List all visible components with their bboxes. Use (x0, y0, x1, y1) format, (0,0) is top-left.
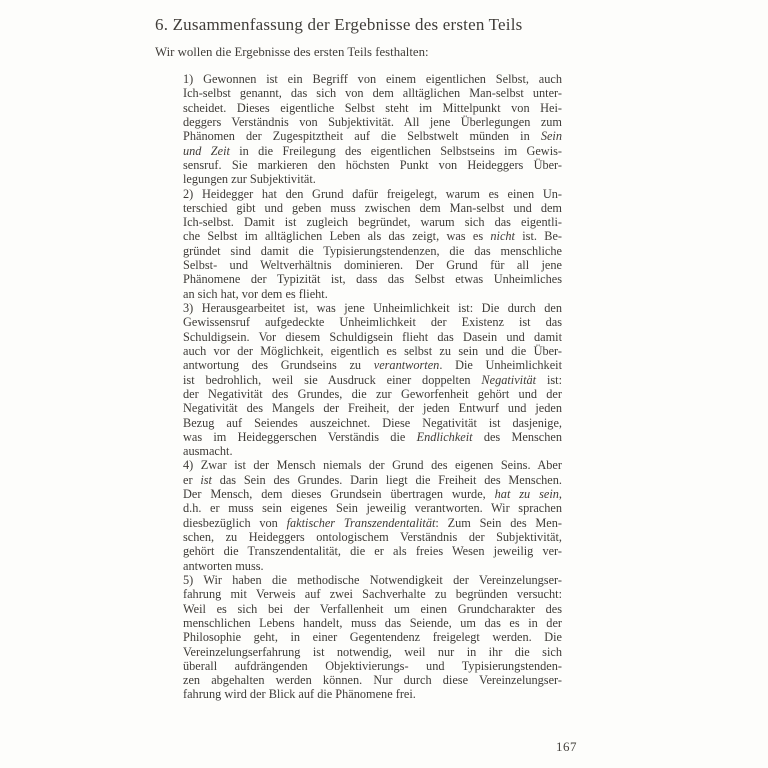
text-line (183, 244, 562, 258)
text-segment: antwortung des Grundseins zu (183, 358, 374, 373)
text-line (183, 344, 562, 358)
text-line (183, 544, 562, 558)
text-line (183, 630, 562, 644)
text-segment: der Negativität des Grundes, die zur Geworfenheit gehört und der (183, 386, 562, 401)
text-segment: Ich-selbst genannt, das sich von dem alltäglichen Man-selbst unter- (183, 86, 562, 101)
italic-text: und Zeit (183, 143, 230, 158)
text-line (183, 659, 562, 673)
page-number: 167 (556, 739, 577, 754)
text-line (183, 501, 562, 515)
text-segment: Phänomen der Zugespitztheit auf die Selbstwelt münden in (183, 129, 541, 144)
text-segment: gehört die Transzendentalität, die er als freies Wesen jeweilig ver- (183, 544, 562, 559)
text-segment: 2) Heidegger hat den Grund dafür freigelegt, warum es einen Un- (183, 186, 562, 201)
text-segment: che Selbst im alltäglichen Leben als das zeigt, was es (183, 229, 491, 244)
text-segment: er (183, 472, 201, 487)
text-segment: sensruf. Sie markieren den höchsten Punkt von Heideggers Über- (183, 157, 562, 172)
text-segment: ist: (536, 372, 562, 387)
text-segment: , (558, 487, 562, 502)
text-line (183, 158, 562, 172)
text-line (183, 645, 562, 659)
text-segment: 4) Zwar ist der Mensch niemals der Grund des eigenen Seins. Aber (183, 458, 562, 473)
text-line (183, 673, 562, 687)
italic-text: hat zu sein (494, 487, 559, 502)
text-line (183, 272, 562, 286)
text-segment: Bezug auf Seiendes auszeichnet. Diese Negativität ist dasjenige, (183, 415, 562, 430)
text-line (183, 373, 562, 387)
text-segment: fahrung wird der Blick auf die Phänomene frei. (183, 687, 416, 702)
text-line (183, 444, 562, 458)
text-line (183, 430, 562, 444)
text-line (183, 287, 562, 301)
text-segment: scheidet. Dieses eigentliche Selbst steht im Mittelpunkt von Hei- (183, 100, 562, 115)
text-segment: Philosophie geht, in einer Gegentendenz freigelegt werden. Die (183, 630, 562, 645)
text-segment: 3) Herausgearbeitet ist, was jene Unheimlichkeit ist: Die durch den (183, 301, 562, 315)
text-line (183, 330, 562, 344)
text-line (183, 129, 562, 143)
paragraph (183, 301, 562, 458)
text-line (183, 616, 562, 630)
text-segment: 1) Gewonnen ist ein Begriff von einem eigentlichen Selbst, auch (183, 72, 562, 86)
italic-text: ist (200, 472, 212, 487)
text-line (183, 258, 562, 272)
text-segment: 5) Wir haben die methodische Notwendigkeit der Vereinzelungser- (183, 572, 562, 587)
text-segment: Vereinzelungserfahrung ist notwendig, weil nur in ihr die sich (183, 644, 562, 659)
italic-text: nicht (490, 229, 515, 244)
text-segment: legungen zur Subjektivität. (183, 172, 316, 187)
text-line (183, 201, 562, 215)
text-segment: Weil es sich bei der Verfallenheit um einen Grundcharakter des (183, 601, 562, 616)
text-line (183, 416, 562, 430)
text-line (183, 473, 562, 487)
text-line (183, 587, 562, 601)
text-line (183, 115, 562, 129)
text-line (183, 172, 562, 186)
text-line (183, 387, 562, 401)
italic-text: faktischer Transzendentalität (286, 515, 436, 530)
text-line (183, 516, 562, 530)
text-line (183, 401, 562, 415)
text-line (183, 559, 562, 573)
text-segment: d.h. er muss sein eigenes Sein jeweilig verantworten. Wir sprachen (183, 501, 562, 516)
text-segment: das Sein des Grundes. Darin liegt die Freiheit des Menschen. (211, 472, 562, 487)
text-segment: fahrung mit Verweis auf zwei Sachverhalte zu begründen versucht: (183, 587, 562, 602)
text-segment: zen abgehalten werden können. Nur durch diese Vereinzelungser- (183, 673, 562, 688)
text-segment: Der Mensch, dem dieses Grundsein übertragen wurde, (183, 487, 495, 502)
text-segment: Ich-selbst. Damit ist zugleich begründet, warum sich das eigentli- (183, 215, 562, 230)
text-line (183, 602, 562, 616)
text-line (183, 86, 562, 100)
text-line (183, 72, 562, 86)
text-line (183, 315, 562, 329)
paragraph (183, 72, 562, 187)
text-segment: menschlichen Lebens handelt, muss das Seiende, um das es in der (183, 615, 562, 630)
text-segment: deggers Verständnis von Subjektivität. All jene Überlegungen zum (183, 114, 562, 129)
text-segment: Phänomene der Typizität ist, dass das Selbst etwas Unheimliches (183, 272, 562, 287)
italic-text: verantworten (373, 358, 440, 373)
text-line (183, 458, 562, 472)
text-segment: gründet sind damit die Typisierungstendenzen, die das menschliche (183, 243, 562, 258)
text-segment: ist bedrohlich, weil sie Ausdruck einer doppelten (183, 372, 482, 387)
text-segment: . Die Unheimlichkeit (439, 358, 562, 373)
text-segment: ausmacht. (183, 444, 233, 459)
text-segment: an sich hat, vor dem es flieht. (183, 286, 328, 301)
text-line (183, 101, 562, 115)
italic-text: Endlichkeit (416, 429, 473, 444)
text-segment: überall aufdrängenden Objektivierungs- und Typisierungstenden- (183, 658, 562, 673)
text-segment: Gewissensruf aufgedeckte Unheimlichkeit der Existenz ist das (183, 315, 562, 330)
paragraph (183, 573, 562, 702)
paragraph (183, 458, 562, 573)
text-segment: schen, zu Heideggers ontologischem Verständnis der Subjektivität, (183, 530, 562, 544)
text-segment: diesbezüglich von (183, 515, 287, 530)
text-line (183, 358, 562, 372)
paragraph (183, 187, 562, 302)
chapter-heading: 6. Zusammenfassung der Ergebnisse des ersten Teils (155, 15, 523, 34)
text-segment: in die Freilegung des eigentlichen Selbstseins im Gewis- (229, 143, 562, 158)
summary-paragraphs (183, 72, 562, 702)
text-segment: ist. Be- (514, 229, 562, 244)
text-segment: Schuldigsein. Vor diesem Schuldigsein flieht das Dasein und damit (183, 329, 562, 344)
text-segment: auch vor der Möglichkeit, eigentlich es selbst zu sein und die Über- (183, 343, 562, 358)
text-line (183, 530, 562, 544)
text-line (183, 301, 562, 315)
text-segment: des Menschen (472, 429, 562, 444)
intro-sentence: Wir wollen die Ergebnisse des ersten Teils festhalten: (155, 45, 429, 59)
text-segment: terschied gibt und geben muss zwischen dem Man-selbst und dem (183, 200, 562, 215)
text-line (183, 144, 562, 158)
text-line (183, 229, 562, 243)
italic-text: Sein (540, 129, 562, 144)
text-segment: : Zum Sein des Men- (435, 515, 563, 530)
text-segment: Selbst- und Weltverhältnis dominieren. Der Grund für all jene (183, 258, 562, 273)
text-segment: was im Heideggerschen Verständis die (183, 429, 417, 444)
text-line (183, 687, 562, 701)
text-segment: antworten muss. (183, 558, 264, 573)
text-segment: Negativität des Mangels der Freiheit, der jeden Entwurf und jeden (183, 401, 562, 416)
text-line (183, 573, 562, 587)
text-line (183, 487, 562, 501)
text-line (183, 187, 562, 201)
text-line (183, 215, 562, 229)
italic-text: Negativität (481, 372, 537, 387)
